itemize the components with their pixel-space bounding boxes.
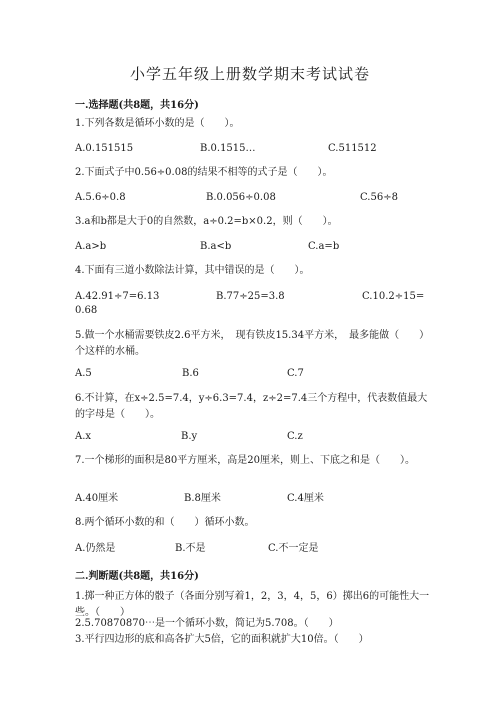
option-3c: C.a=b [308, 241, 340, 252]
question-4: 4.下面有三道小数除法计算，其中错误的是（ ）。 [75, 265, 310, 276]
option-5b: B.6 [182, 368, 199, 379]
option-5c: C.7 [287, 368, 304, 379]
question-1: 1.下列各数是循环小数的是（ ）。 [75, 118, 240, 129]
option-7b: B.8厘米 [184, 493, 221, 504]
judgement-2: 2.5.70870870⋯是一个循环小数，简记为5.708。（ ） [75, 618, 339, 629]
option-5a: A.5 [75, 368, 92, 379]
option-2b: B.0.056÷0.08 [206, 192, 276, 203]
option-8c: C.不一定是 [268, 543, 319, 554]
question-6: 6.不计算，在x÷2.5=7.4，y÷6.3=7.4，z÷2=7.4三个方程中，代表数值最大的字母是（ ）。 [75, 393, 428, 420]
question-5: 5.做一个水桶需要铁皮2.6平方米， 现有铁皮15.34平方米， 最多能做（ ）个这样的水桶。 [75, 330, 430, 357]
option-8a: A.仍然是 [75, 543, 116, 554]
question-3: 3.a和b都是大于0的自然数，a÷0.2=b×0.2，则（ ）。 [75, 216, 338, 227]
option-6c: C.z [287, 431, 303, 442]
option-7a: A.40厘米 [75, 493, 119, 504]
option-4c: C.10.2÷15= [362, 291, 425, 302]
option-8b: B.不是 [175, 543, 206, 554]
question-8: 8.两个循环小数的和（ ）循环小数。 [75, 517, 255, 528]
section-heading-multiple-choice: 一.选择题(共8题，共16分) [75, 100, 199, 111]
option-2a: A.5.6÷0.8 [75, 192, 126, 203]
option-4b: B.77÷25=3.8 [216, 291, 285, 302]
question-7: 7.一个梯形的面积是80平方厘米，高是20厘米，则上、下底之和是（ ）。 [75, 455, 415, 466]
option-1a: A.0.151515 [75, 143, 134, 154]
option-3a: A.a>b [75, 241, 107, 252]
option-4a: A.42.91÷7=6.13 [75, 291, 160, 302]
section-heading-true-false: 二.判断题(共8题，共16分) [75, 571, 199, 582]
option-4c-continued: 0.68 [75, 305, 98, 316]
question-2: 2.下面式子中0.56÷0.08的结果不相等的式子是（ ）。 [75, 167, 333, 178]
judgement-1: 1.掷一种正方体的骰子（各面分别写着1，2，3，4，5，6）掷出6的可能性大一些。（ ） [75, 591, 430, 618]
option-6b: B.y [181, 431, 198, 442]
option-1c: C.511512 [328, 143, 377, 154]
page-title: 小学五年级上册数学期末考试试卷 [129, 65, 370, 83]
option-2c: C.56÷8 [360, 192, 398, 203]
option-1b: B.0.1515… [200, 143, 256, 154]
option-7c: C.4厘米 [287, 493, 324, 504]
option-6a: A.x [75, 431, 92, 442]
judgement-3: 3.平行四边形的底和高各扩大5倍，它的面积就扩大10倍。（ ） [75, 634, 369, 645]
option-3b: B.a<b [200, 241, 232, 252]
